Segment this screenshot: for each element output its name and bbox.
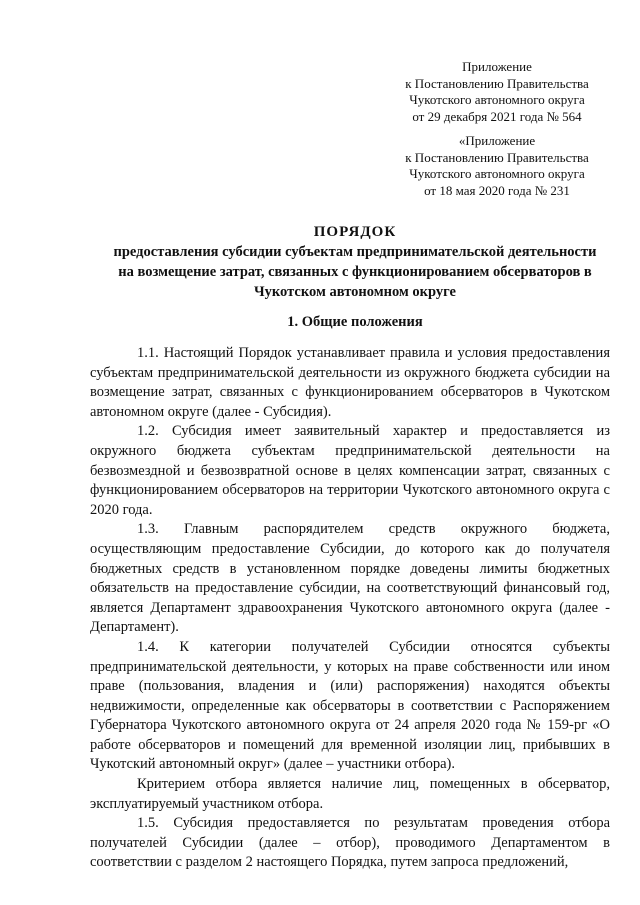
annex-header-previous bbox=[397, 133, 597, 199]
section-heading: 1. Общие положения bbox=[287, 314, 423, 330]
paragraph-1-4: 1.4. К категории получателей Субсидии относятся субъекты предпринимательской деятельности, у которых на праве собственности или ином праве (пользования, владения и (или) распоряжения) находятся объекты недвижимости, определенные как обсерваторы в соответствии с Распоряжением Губернатора Чукотского автономного округа от 24 апреля 2020 года № 159-рг «О работе обсерваторов и помещений для временной изоляции лиц, прибывших в Чукотский автономный округ» (далее – участники отбора). bbox=[90, 638, 610, 773]
annex-line: Чукотского автономного округа bbox=[409, 92, 585, 107]
document-title: ПОРЯДОК bbox=[313, 224, 397, 240]
document-subtitle-line: Чукотском автономном округе bbox=[254, 284, 456, 300]
paragraph-1-2: 1.2. Субсидия имеет заявительный характер и предоставляется из окружного бюджета субъектам предпринимательской деятельности на безвозмездной и безвозвратной основе в целях компенсации затрат, связанных с функционированием обсерваторов на территории Чукотского автономного округа с 2020 года. bbox=[90, 423, 610, 518]
annex-line: к Постановлению Правительства bbox=[405, 75, 589, 91]
paragraph-1-5: 1.5. Субсидия предоставляется по результатам проведения отбора получателей Субсидии (далее – отбор), проводимого Департаментом в соответствии с разделом 2 настоящего Порядка, путем запроса предложений, bbox=[90, 815, 610, 871]
paragraph-1-1: 1.1. Настоящий Порядок устанавливает правила и условия предоставления субъектам предпринимательской деятельности из окружного бюджета субсидии на возмещение затрат, связанных с функционированием обсерваторов в Чукотском автономном округе (далее - Субсидия). bbox=[90, 345, 610, 420]
annex-line: Чукотского автономного округа bbox=[409, 166, 585, 181]
section-body bbox=[90, 344, 610, 873]
paragraph-1-3: 1.3. Главным распорядителем средств окружного бюджета, осуществляющим предоставление Субсидии, до которого как до получателя бюджетных средств в установленном порядке доведены лимиты бюджетных обязательств на предоставление субсидии, на соответствующий финансовый год, является Департамент здравоохранения Чукотского автономного округа (далее - Департамент). bbox=[90, 521, 610, 636]
paragraph-criterion: Критерием отбора является наличие лиц, помещенных в обсерватор, эксплуатируемый участником отбора. bbox=[90, 776, 610, 812]
annex-header-current bbox=[397, 59, 597, 125]
document-title-block bbox=[90, 222, 620, 302]
document-subtitle-line: предоставления субсидии субъектам предпринимательской деятельности bbox=[113, 244, 597, 260]
annex-line: Приложение bbox=[462, 59, 532, 74]
annex-line: к Постановлению Правительства bbox=[405, 149, 589, 165]
annex-line: от 18 мая 2020 года № 231 bbox=[424, 182, 570, 198]
annex-line: от 29 декабря 2021 года № 564 bbox=[412, 108, 582, 124]
annex-line: «Приложение bbox=[458, 133, 536, 148]
document-subtitle-line: на возмещение затрат, связанных с функционированием обсерваторов в bbox=[118, 264, 592, 280]
